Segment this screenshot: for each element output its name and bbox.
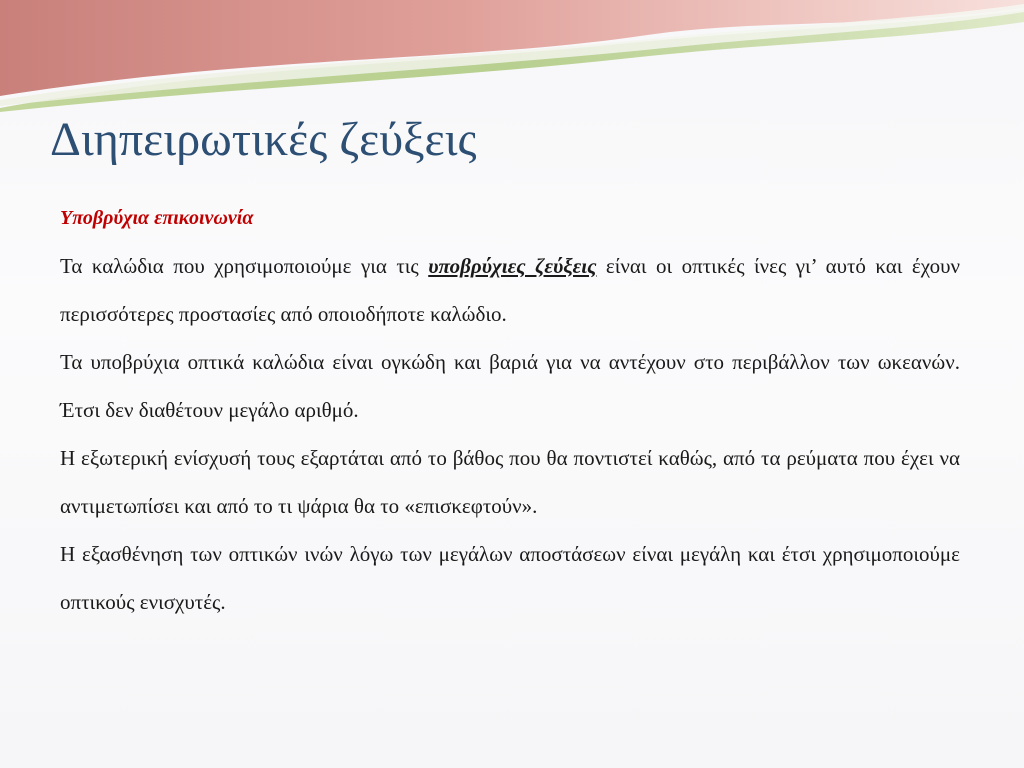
paragraph-1 [60,242,960,338]
paragraph-1-text-start: Τα καλώδια που χρησιμοποιούμε για τις [60,254,429,278]
paragraph-1-emphasis: υποβρύχιες ζεύξεις [428,254,597,278]
slide-title: Διηπειρωτικές ζεύξεις [50,113,477,166]
section-subheading: Υποβρύχια επικοινωνία [60,207,254,229]
paragraph-1-text-end: είναι οι οπτικές ίνες γι’ αυτό και έχουν περισσότερες προστασίες από οποιοδήποτε καλώδιο. [60,254,960,326]
paragraph-2: Τα υποβρύχια οπτικά καλώδια είναι ογκώδη και βαριά για να αντέχουν στο περιβάλλον των ωκεανών. Έτσι δεν διαθέτουν μεγάλο αριθμό. [60,350,960,422]
slide-body [60,200,960,626]
paragraph-4: Η εξασθένηση των οπτικών ινών λόγω των μεγάλων αποστάσεων είναι μεγάλη και έτσι χρησιμοποιούμε οπτικούς ενισχυτές. [60,542,960,614]
paragraph-3: Η εξωτερική ενίσχυσή τους εξαρτάται από το βάθος που θα ποντιστεί καθώς, από τα ρεύματα που έχει να αντιμετωπίσει και από το τι ψάρια θα το «επισκεφτούν». [60,446,960,518]
decorative-wave-header [0,0,1024,120]
